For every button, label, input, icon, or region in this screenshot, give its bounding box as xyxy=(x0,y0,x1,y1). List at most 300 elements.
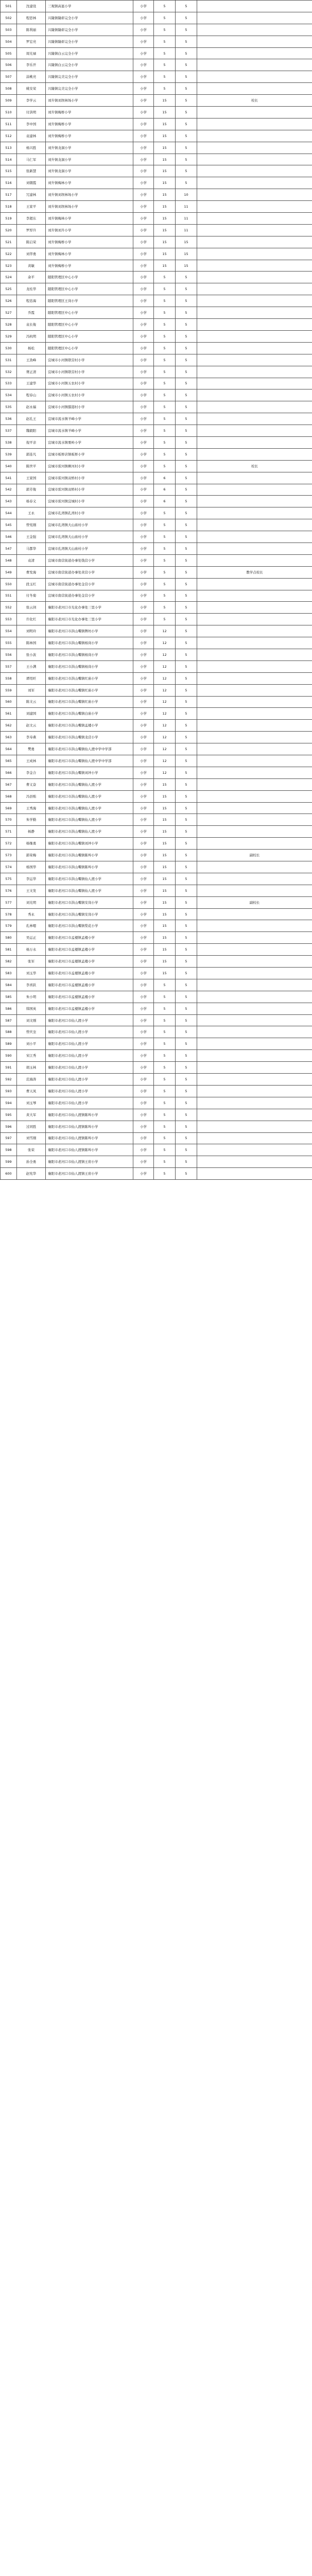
row-number-cell: 552 xyxy=(1,602,17,614)
school-name-cell: 襄阳市老河口市洪山嘴镇仙人渡小学 xyxy=(46,802,133,814)
table-row xyxy=(1,778,312,790)
years-b-cell: 5 xyxy=(176,908,197,920)
years-b-cell: 5 xyxy=(176,1,197,12)
row-number-cell: 523 xyxy=(1,260,17,272)
position-cell xyxy=(197,24,312,36)
years-b-cell: 5 xyxy=(176,554,197,566)
row-number-cell: 530 xyxy=(1,342,17,354)
table-row xyxy=(1,873,312,885)
school-name-cell: 三观镇高显小学 xyxy=(46,1,133,12)
teacher-name-cell: 冯杭明 xyxy=(17,330,46,342)
position-cell xyxy=(197,908,312,920)
position-cell xyxy=(197,224,312,236)
years-b-cell: 5 xyxy=(176,578,197,590)
teacher-name-cell: 周光禄 xyxy=(17,47,46,59)
row-number-cell: 526 xyxy=(1,295,17,307)
table-row xyxy=(1,83,312,95)
teacher-name-cell: 秀永 xyxy=(17,908,46,920)
position-cell xyxy=(197,1074,312,1086)
table-row xyxy=(1,732,312,743)
position-cell xyxy=(197,1003,312,1014)
school-name-cell: 刘升镇梅林小学 xyxy=(46,248,133,260)
table-row xyxy=(1,660,312,672)
position-cell xyxy=(197,12,312,24)
row-number-cell: 509 xyxy=(1,95,17,107)
teacher-name-cell: 韩国英 xyxy=(17,1003,46,1014)
school-name-cell: 刘升镇梅桥小学 xyxy=(46,236,133,248)
table-row xyxy=(1,885,312,896)
years-a-cell: 5 xyxy=(154,507,176,519)
table-row xyxy=(1,12,312,24)
years-a-cell: 5 xyxy=(154,24,176,36)
years-a-cell: 15 xyxy=(154,944,176,956)
position-cell xyxy=(197,1168,312,1180)
table-row xyxy=(1,1132,312,1144)
school-level-cell: 小学 xyxy=(133,732,154,743)
row-number-cell: 593 xyxy=(1,1085,17,1097)
position-cell xyxy=(197,968,312,979)
years-a-cell: 6 xyxy=(154,484,176,496)
school-level-cell: 小学 xyxy=(133,1014,154,1026)
school-name-cell: 襄阳市老河口市洪山嘴镇仙人渡中学中学部 xyxy=(46,743,133,755)
school-level-cell: 小学 xyxy=(133,224,154,236)
position-cell xyxy=(197,531,312,543)
row-number-cell: 501 xyxy=(1,1,17,12)
years-a-cell: 5 xyxy=(154,1109,176,1121)
row-number-cell: 591 xyxy=(1,1062,17,1074)
position-cell xyxy=(197,378,312,389)
row-number-cell: 517 xyxy=(1,189,17,201)
table-row xyxy=(1,566,312,578)
school-level-cell: 小学 xyxy=(133,519,154,531)
table-row xyxy=(1,118,312,130)
teacher-name-cell: 袁建林 xyxy=(17,130,46,142)
position-cell xyxy=(197,755,312,767)
position-cell xyxy=(197,790,312,802)
school-name-cell: 襄阳市老河口市洪山嘴镇仙人渡小学 xyxy=(46,826,133,838)
teacher-name-cell: 李乐开 xyxy=(17,59,46,71)
years-b-cell: 5 xyxy=(176,566,197,578)
school-name-cell: 襄阳市老河口市洪山嘴镇红庙小学 xyxy=(46,696,133,708)
row-number-cell: 579 xyxy=(1,920,17,932)
years-a-cell: 5 xyxy=(154,12,176,24)
school-level-cell: 小学 xyxy=(133,814,154,826)
years-b-cell: 5 xyxy=(176,1168,197,1180)
row-number-cell: 522 xyxy=(1,248,17,260)
school-level-cell: 小学 xyxy=(133,436,154,448)
table-row xyxy=(1,684,312,696)
school-name-cell: 襄阳市老河口市光化办事处三里小学 xyxy=(46,602,133,614)
teacher-name-cell: 王劲峰 xyxy=(17,354,46,366)
row-number-cell: 515 xyxy=(1,165,17,177)
table-row xyxy=(1,519,312,531)
years-b-cell: 5 xyxy=(176,1121,197,1132)
years-b-cell: 5 xyxy=(176,684,197,696)
years-b-cell: 5 xyxy=(176,720,197,732)
years-a-cell: 15 xyxy=(154,838,176,850)
years-b-cell: 5 xyxy=(176,330,197,342)
school-level-cell: 小学 xyxy=(133,1003,154,1014)
school-level-cell: 小学 xyxy=(133,272,154,283)
table-row xyxy=(1,956,312,968)
teacher-name-cell: 孙全勇 xyxy=(17,1156,46,1168)
row-number-cell: 551 xyxy=(1,590,17,602)
table-row xyxy=(1,36,312,47)
teacher-name-cell: 许化红 xyxy=(17,614,46,625)
position-cell xyxy=(197,366,312,378)
school-name-cell: 宜城市雷河镇双桥村小学 xyxy=(46,484,133,496)
teacher-name-cell: 刘文刚 xyxy=(17,1014,46,1026)
years-b-cell: 5 xyxy=(176,885,197,896)
row-number-cell: 574 xyxy=(1,861,17,873)
school-name-cell: 刘升镇龙洞小学 xyxy=(46,165,133,177)
table-row xyxy=(1,224,312,236)
position-cell xyxy=(197,1144,312,1156)
row-number-cell: 510 xyxy=(1,107,17,118)
school-level-cell: 小学 xyxy=(133,578,154,590)
school-level-cell: 小学 xyxy=(133,991,154,1003)
years-a-cell: 15 xyxy=(154,956,176,968)
years-a-cell: 15 xyxy=(154,201,176,213)
years-a-cell: 5 xyxy=(154,295,176,307)
school-level-cell: 小学 xyxy=(133,118,154,130)
school-level-cell: 小学 xyxy=(133,236,154,248)
years-b-cell: 5 xyxy=(176,59,197,71)
teacher-name-cell: 付洪明 xyxy=(17,107,46,118)
school-level-cell: 小学 xyxy=(133,637,154,649)
years-b-cell: 5 xyxy=(176,177,197,189)
years-b-cell: 5 xyxy=(176,979,197,991)
position-cell xyxy=(197,767,312,778)
years-a-cell: 5 xyxy=(154,1038,176,1050)
teacher-name-cell: 王文发 xyxy=(17,885,46,896)
table-row xyxy=(1,425,312,437)
teacher-name-cell: 付冬菊 xyxy=(17,590,46,602)
position-cell xyxy=(197,802,312,814)
row-number-cell: 516 xyxy=(1,177,17,189)
position-cell xyxy=(197,319,312,331)
school-name-cell: 襄阳市老河口市洪山嘴镇仙人渡小学 xyxy=(46,873,133,885)
years-b-cell: 5 xyxy=(176,649,197,660)
years-a-cell: 5 xyxy=(154,590,176,602)
row-number-cell: 518 xyxy=(1,201,17,213)
years-b-cell: 5 xyxy=(176,1144,197,1156)
table-row xyxy=(1,708,312,720)
years-b-cell: 5 xyxy=(176,24,197,36)
table-row xyxy=(1,1168,312,1180)
table-row xyxy=(1,1003,312,1014)
table-body xyxy=(1,1,312,1180)
years-a-cell: 15 xyxy=(154,920,176,932)
row-number-cell: 542 xyxy=(1,484,17,496)
position-cell xyxy=(197,83,312,95)
position-cell xyxy=(197,401,312,413)
row-number-cell: 506 xyxy=(1,59,17,71)
years-a-cell: 15 xyxy=(154,107,176,118)
school-name-cell: 兴隆镇隆彰完全小学 xyxy=(46,24,133,36)
position-cell xyxy=(197,979,312,991)
school-level-cell: 小学 xyxy=(133,142,154,154)
teacher-name-cell: 罗厚升 xyxy=(17,224,46,236)
table-row xyxy=(1,201,312,213)
table-row xyxy=(1,342,312,354)
school-name-cell: 襄阳市老河口市洪山嘴镇陈埠小学 xyxy=(46,850,133,861)
teacher-name-cell: 刘光明 xyxy=(17,896,46,908)
table-row xyxy=(1,319,312,331)
school-name-cell: 襄阳市老河口市孟楼镇孟楼小学 xyxy=(46,944,133,956)
school-level-cell: 小学 xyxy=(133,649,154,660)
years-a-cell: 5 xyxy=(154,330,176,342)
school-level-cell: 小学 xyxy=(133,755,154,767)
row-number-cell: 507 xyxy=(1,71,17,83)
school-level-cell: 小学 xyxy=(133,24,154,36)
teacher-name-cell: 过同胜 xyxy=(17,1121,46,1132)
years-a-cell: 5 xyxy=(154,460,176,472)
years-a-cell: 12 xyxy=(154,684,176,696)
school-name-cell: 刘升镇梅林小学 xyxy=(46,213,133,225)
table-row xyxy=(1,389,312,401)
school-level-cell: 小学 xyxy=(133,1085,154,1097)
school-name-cell: 襄阳市老河口市洪山嘴镇仙人渡小学 xyxy=(46,885,133,896)
school-level-cell: 小学 xyxy=(133,1132,154,1144)
table-row xyxy=(1,71,312,83)
table-row xyxy=(1,1144,312,1156)
table-row xyxy=(1,861,312,873)
school-level-cell: 小学 xyxy=(133,165,154,177)
teacher-name-cell: 陈启荣 xyxy=(17,236,46,248)
row-number-cell: 558 xyxy=(1,672,17,684)
school-level-cell: 小学 xyxy=(133,802,154,814)
years-b-cell: 5 xyxy=(176,778,197,790)
years-a-cell: 15 xyxy=(154,177,176,189)
school-name-cell: 襄阳市老河口市洪山嘴镇陈埠小学 xyxy=(46,861,133,873)
row-number-cell: 529 xyxy=(1,330,17,342)
years-a-cell: 5 xyxy=(154,1074,176,1086)
school-level-cell: 小学 xyxy=(133,743,154,755)
years-b-cell: 15 xyxy=(176,236,197,248)
position-cell xyxy=(197,47,312,59)
table-row xyxy=(1,189,312,201)
position-cell xyxy=(197,342,312,354)
teacher-name-cell: 曾庆奎 xyxy=(17,1026,46,1038)
years-b-cell: 5 xyxy=(176,614,197,625)
school-level-cell: 小学 xyxy=(133,566,154,578)
years-b-cell: 5 xyxy=(176,1085,197,1097)
table-row xyxy=(1,590,312,602)
teacher-name-cell: 曹天凤 xyxy=(17,1085,46,1097)
years-a-cell: 15 xyxy=(154,968,176,979)
table-row xyxy=(1,979,312,991)
school-level-cell: 小学 xyxy=(133,130,154,142)
school-name-cell: 刘升镇刘坝林场小学 xyxy=(46,189,133,201)
table-row xyxy=(1,991,312,1003)
table-row xyxy=(1,295,312,307)
teacher-name-cell: 曾宪刚 xyxy=(17,519,46,531)
position-cell xyxy=(197,189,312,201)
table-row xyxy=(1,743,312,755)
table-row xyxy=(1,436,312,448)
table-row xyxy=(1,165,312,177)
school-name-cell: 随阳管理区中心小学 xyxy=(46,330,133,342)
school-name-cell: 刘升镇梅桥小学 xyxy=(46,118,133,130)
row-number-cell: 511 xyxy=(1,118,17,130)
table-row xyxy=(1,1,312,12)
years-b-cell: 5 xyxy=(176,107,197,118)
school-name-cell: 兴隆镇隆彰完全小学 xyxy=(46,12,133,24)
teacher-name-cell: 刘小平 xyxy=(17,1038,46,1050)
teacher-name-cell: 王成林 xyxy=(17,755,46,767)
school-level-cell: 小学 xyxy=(133,1097,154,1109)
years-b-cell: 5 xyxy=(176,12,197,24)
school-level-cell: 小学 xyxy=(133,354,154,366)
school-level-cell: 小学 xyxy=(133,83,154,95)
school-name-cell: 宜城市雷河镇宜城村小学 xyxy=(46,496,133,507)
table-row xyxy=(1,1121,312,1132)
teacher-name-cell: 马仁军 xyxy=(17,154,46,165)
school-level-cell: 小学 xyxy=(133,767,154,778)
school-level-cell: 小学 xyxy=(133,614,154,625)
years-a-cell: 15 xyxy=(154,850,176,861)
years-b-cell: 5 xyxy=(176,543,197,554)
table-row xyxy=(1,260,312,272)
teacher-name-cell: 朱小明 xyxy=(17,991,46,1003)
years-a-cell: 5 xyxy=(154,1097,176,1109)
school-level-cell: 小学 xyxy=(133,660,154,672)
position-cell xyxy=(197,1109,312,1121)
years-a-cell: 5 xyxy=(154,36,176,47)
table-row xyxy=(1,1026,312,1038)
school-level-cell: 小学 xyxy=(133,944,154,956)
teacher-name-cell: 张小波 xyxy=(17,649,46,660)
years-a-cell: 15 xyxy=(154,896,176,908)
years-b-cell: 11 xyxy=(176,224,197,236)
years-b-cell: 15 xyxy=(176,248,197,260)
school-name-cell: 宜城市流水镇羊峰小学 xyxy=(46,425,133,437)
years-a-cell: 5 xyxy=(154,1085,176,1097)
table-row xyxy=(1,637,312,649)
years-a-cell: 15 xyxy=(154,95,176,107)
school-name-cell: 宜城市孔湾镇大山庙村小学 xyxy=(46,543,133,554)
position-cell: 教学点校长 xyxy=(197,566,312,578)
years-b-cell: 5 xyxy=(176,507,197,519)
years-b-cell: 5 xyxy=(176,944,197,956)
years-a-cell: 5 xyxy=(154,566,176,578)
years-a-cell: 5 xyxy=(154,272,176,283)
position-cell xyxy=(197,154,312,165)
table-row xyxy=(1,802,312,814)
row-number-cell: 599 xyxy=(1,1156,17,1168)
teacher-name-cell: 郭荣梅 xyxy=(17,850,46,861)
years-b-cell: 5 xyxy=(176,71,197,83)
years-b-cell: 5 xyxy=(176,484,197,496)
row-number-cell: 585 xyxy=(1,991,17,1003)
school-level-cell: 小学 xyxy=(133,260,154,272)
school-name-cell: 宜城市孔湾镇孔湾村小学 xyxy=(46,507,133,519)
school-name-cell: 刘升镇龙洞小学 xyxy=(46,142,133,154)
row-number-cell: 587 xyxy=(1,1014,17,1026)
school-name-cell: 襄阳市老河口市洪山嘴镇杨岗小学 xyxy=(46,649,133,660)
school-level-cell: 小学 xyxy=(133,201,154,213)
row-number-cell: 540 xyxy=(1,460,17,472)
school-name-cell: 襄阳市老河口市仙人渡镇陈埠小学 xyxy=(46,1121,133,1132)
years-a-cell: 12 xyxy=(154,767,176,778)
position-cell: 副校长 xyxy=(197,896,312,908)
years-a-cell: 5 xyxy=(154,59,176,71)
table-row xyxy=(1,1109,312,1121)
table-row xyxy=(1,908,312,920)
row-number-cell: 546 xyxy=(1,531,17,543)
school-name-cell: 襄阳市老河口市仙人渡小学 xyxy=(46,1050,133,1062)
years-a-cell: 15 xyxy=(154,932,176,944)
years-a-cell: 5 xyxy=(154,83,176,95)
position-cell xyxy=(197,519,312,531)
position-cell xyxy=(197,920,312,932)
school-level-cell: 小学 xyxy=(133,1038,154,1050)
years-b-cell: 5 xyxy=(176,448,197,460)
years-b-cell: 5 xyxy=(176,1109,197,1121)
table-row xyxy=(1,130,312,142)
table-row xyxy=(1,850,312,861)
position-cell xyxy=(197,201,312,213)
table-row xyxy=(1,59,312,71)
school-name-cell: 襄阳市老河口市仙人渡小学 xyxy=(46,1038,133,1050)
teacher-name-cell: 张荣 xyxy=(17,1144,46,1156)
teacher-name-cell: 吴运正 xyxy=(17,932,46,944)
teacher-name-cell: 袁清 xyxy=(17,554,46,566)
position-cell xyxy=(197,696,312,708)
table-row xyxy=(1,177,312,189)
teacher-name-cell: 杨国华 xyxy=(17,861,46,873)
teacher-name-cell: 李金合 xyxy=(17,767,46,778)
position-cell xyxy=(197,578,312,590)
years-a-cell: 12 xyxy=(154,637,176,649)
years-b-cell: 5 xyxy=(176,436,197,448)
table-row xyxy=(1,354,312,366)
position-cell xyxy=(197,649,312,660)
years-a-cell: 15 xyxy=(154,778,176,790)
years-a-cell: 5 xyxy=(154,1050,176,1062)
school-level-cell: 小学 xyxy=(133,956,154,968)
teacher-name-cell: 龙桂华 xyxy=(17,283,46,295)
position-cell xyxy=(197,684,312,696)
years-a-cell: 5 xyxy=(154,543,176,554)
years-b-cell: 5 xyxy=(176,389,197,401)
years-a-cell: 5 xyxy=(154,979,176,991)
school-level-cell: 小学 xyxy=(133,36,154,47)
row-number-cell: 541 xyxy=(1,472,17,484)
row-number-cell: 505 xyxy=(1,47,17,59)
years-b-cell: 5 xyxy=(176,401,197,413)
position-cell xyxy=(197,213,312,225)
teacher-name-cell: 王小满 xyxy=(17,660,46,672)
years-a-cell: 15 xyxy=(154,213,176,225)
position-cell xyxy=(197,838,312,850)
years-a-cell: 15 xyxy=(154,873,176,885)
row-number-cell: 565 xyxy=(1,755,17,767)
row-number-cell: 533 xyxy=(1,378,17,389)
years-b-cell: 5 xyxy=(176,896,197,908)
school-level-cell: 小学 xyxy=(133,177,154,189)
years-b-cell: 5 xyxy=(176,590,197,602)
position-cell xyxy=(197,330,312,342)
table-row xyxy=(1,1085,312,1097)
row-number-cell: 566 xyxy=(1,767,17,778)
school-name-cell: 襄阳市老河口市仙人渡镇王府小学 xyxy=(46,1168,133,1180)
table-row xyxy=(1,1038,312,1050)
row-number-cell: 539 xyxy=(1,448,17,460)
school-level-cell: 小学 xyxy=(133,307,154,319)
school-name-cell: 襄阳市老河口市孟楼镇孟楼小学 xyxy=(46,956,133,968)
